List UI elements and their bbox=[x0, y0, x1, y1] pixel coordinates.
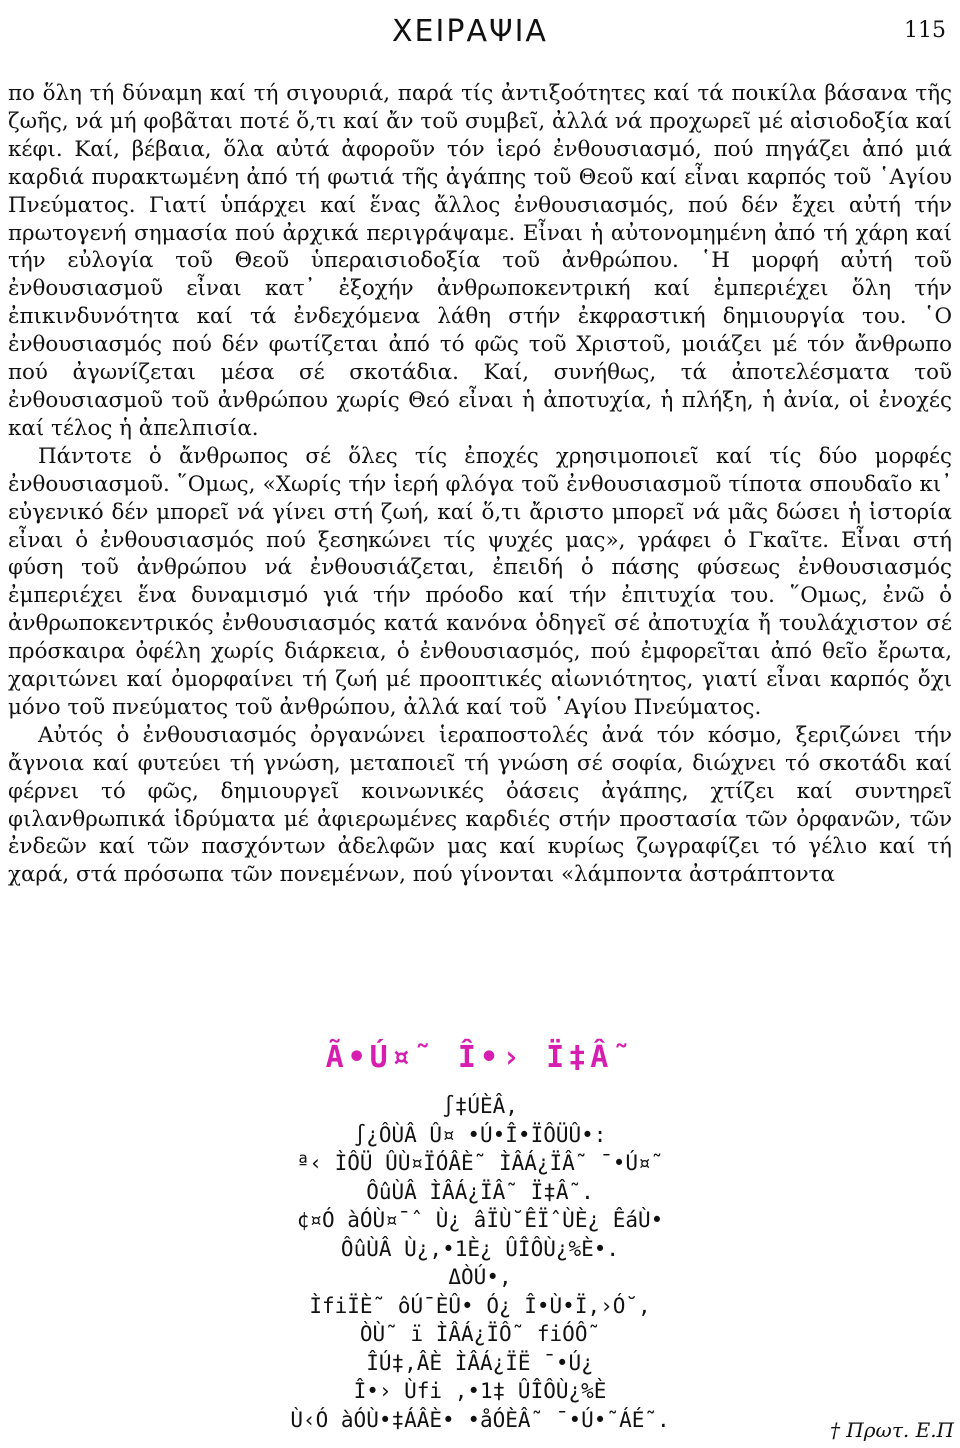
signature: † Πρωτ. Ε.Π bbox=[829, 1418, 954, 1442]
paragraph: Πάντοτε ὁ ἄνθρωπος σέ ὅλες τίς ἐποχές χρησιμοποιεῖ καί τίς δύο μορφές ἐνθουσιασμοῦ. ῞Ομως, «Χωρίς τήν ἱερή φλόγα τοῦ ἐνθουσιασμοῦ τίποτα σπουδαῖο κι᾿ εὐγενικό δέν μπορεῖ νά γίνει στή ζωή, καί ὅ,τι ἄριστο μπορεῖ νά μᾶς δώσει ἡ ἱστορία εἶναι ὁ ἐνθουσιασμός πού ξεσηκώνει τίς ψυχές μας», γράφει ὁ Γκαῖτε. Εἶναι στή φύση τοῦ ἀνθρώπου νά ἐνθουσιάζεται, ἐπειδή ὁ πάσης φύσεως ἐνθουσιασμός ἐμπεριέχει ἕνα δυναμισμό γιά τήν πρόοδο καί τήν ἐπιτυχία του. ῞Ομως, ἐνῶ ὁ ἀνθρωποκεντρικός ἐνθουσιασμός κατά κανόνα ὁδηγεῖ σέ ἀποτυχία ἤ τουλάχιστον σέ πρόσκαιρα ὀφέλη χωρίς διάρκεια, ὁ ἐνθουσιασμός, πού ἐμφορεῖται ἀπό θεῖο ἔρωτα, χαριτώνει καί ὀμορφαίνει τή ζωή μέ προοπτικές αἰωνιότητος, γιατί εἶναι καρπός ὄχι μόνο τοῦ πνεύματος τοῦ ἀνθρώπου, ἀλλά καί τοῦ ῾Αγίου Πνεύματος. bbox=[8, 443, 952, 720]
paragraph: πο ὅλη τή δύναμη καί τή σιγουριά, παρά τίς ἀντιξοότητες καί τά ποικίλα βάσανα τῆς ζωῆς, νά μή φοβᾶται ποτέ ὅ,τι καί ἄν τοῦ συμβεῖ, ἀλλά νά προχωρεῖ μέ αἰσιοδοξία καί κέφι. Καί, βέβαια, ὅλα αὐτά ἀφοροῦν τόν ἱερό ἐνθουσιασμό, πού πηγάζει ἀπό μιά καρδιά πυρακτωμένη ἀπό τή φωτιά τῆς ἀγάπης τοῦ Θεοῦ καί εἶναι καρπός τοῦ ῾Αγίου Πνεύματος. Γιατί ὑπάρχει καί ἕνας ἄλλος ἐνθουσιασμός, πού δέν ἔχει αὐτή τήν πρωτογενή σημασία πού ἀρχικά περιγράψαμε. Εἶναι ἡ αὐτονομημένη ἀπό τή χάρη καί τήν εὐλογία τοῦ Θεοῦ ὑπεραισιοδοξία τοῦ ἀνθρώπου. ῾Η μορφή αὐτή τοῦ ἐνθουσιασμοῦ εἶναι κατ᾿ ἐξοχήν ἀνθρωποκεντρική καί ἐμπεριέχει ὅλη τήν ἐπικινδυνότητα καί τά ἐνδεχόμενα λάθη στήν ἐκφραστική δημιουργία του. ῾Ο ἐνθουσιασμός πού δέν φωτίζεται ἀπό τό φῶς τοῦ Χριστοῦ, μοιάζει μέ τόν ἄνθρωπο πού ἀγωνίζεται μέσα σέ σκοτάδια. Καί, συνήθως, τά ἀποτελέσματα τοῦ ἐνθουσιασμοῦ τοῦ ἀνθρώπου χωρίς Θεό εἶναι ἡ ἀποτυχία, ἡ πλήξη, ἡ ἀνία, οἱ ἐνοχές καί τέλος ἡ ἀπελπισία. bbox=[8, 81, 952, 441]
page-header bbox=[0, 14, 960, 54]
poem-line: ÔûÙÂ Ù¿,•1È¿ ÛÎÔÙ¿%È•. bbox=[340, 1236, 620, 1261]
poem-line: ÌfiÏÈ˜ ôÚ¯ÈÛ• Ó¿ Î•Ù•Ï,›Ó˘, bbox=[309, 1293, 651, 1318]
poem-line: ¢¤Ó àÓÙ¤¯ˆ Ù¿ âÏÙ˘ÊÏˆÙÈ¿ ÊáÙ• bbox=[296, 1208, 664, 1232]
poem-line: ÔûÙÂ ÌÂÁ¿ÏÂ˜ Ï‡Â˜. bbox=[366, 1179, 594, 1204]
poem-title: Ã•Ú¤˜ Î•› Ï‡Â˜ bbox=[325, 1040, 635, 1075]
paragraph: Αὐτός ὁ ἐνθουσιασμός ὀργανώνει ἱεραποστολές ἀνά τόν κόσμο, ξεριζώνει τήν ἄγνοια καί φυτεύει τή γνώση, μεταποιεῖ τή γνώση σέ σοφία, διώχνει τό σκοτάδι καί φέρνει τό φῶς, δημιουργεῖ κοινωνικές ὀάσεις ἀγάπης, χτίζει καί συντηρεῖ φιλανθρωπικά ἱδρύματα μέ ἀφιερωμένες καρδιές στήν προστασία τῶν ὀρφανῶν, τῶν ἐνδεῶν καί τῶν πασχόντων ἀδελφῶν μας καί κυρίως ζωγραφίζει τό γέλιο καί τή χαρά, στά πρόσωπα τῶν πονεμένων, πού γίνονται «λάμποντα ἀστράπτοντα bbox=[8, 722, 952, 888]
poem-line: ª‹ ÌÔÜ ÛÙ¤ÏÓÂÈ˜ ÌÂÁ¿ÏÂ˜ ¯•Ú¤˜ bbox=[296, 1151, 664, 1175]
page-number: 115 bbox=[904, 18, 946, 43]
body-text bbox=[8, 80, 952, 889]
poem-line: ∫‡ÚÈÂ, bbox=[442, 1094, 518, 1118]
poem-line: ∫¿ÔÙÂ Û¤ •Ú•Î•ÏÔÜÛ•: bbox=[353, 1122, 607, 1147]
poem bbox=[0, 1092, 960, 1434]
poem-line: Ù‹Ó àÓÙ•‡ÁÂÈ• •åÓÈÂ˜ ¯•Ú•˜ÁÉ˜. bbox=[290, 1407, 670, 1432]
poem-line: ÎÚ‡,ÂÈ ÌÂÁ¿ÏË ¯•Ú¿ bbox=[366, 1350, 594, 1375]
running-head: ΧΕΙΡΑΨΙΑ bbox=[392, 14, 548, 49]
poem-line: ΔÒÚ•, bbox=[448, 1265, 512, 1289]
poem-line: ÒÙ˜ ï ÌÂÁ¿ÏÔ˜ fiÓÔ˜ bbox=[359, 1322, 601, 1346]
poem-line: Î•› Ùfi ,•1‡ ÛÎÔÙ¿%È bbox=[353, 1379, 607, 1403]
